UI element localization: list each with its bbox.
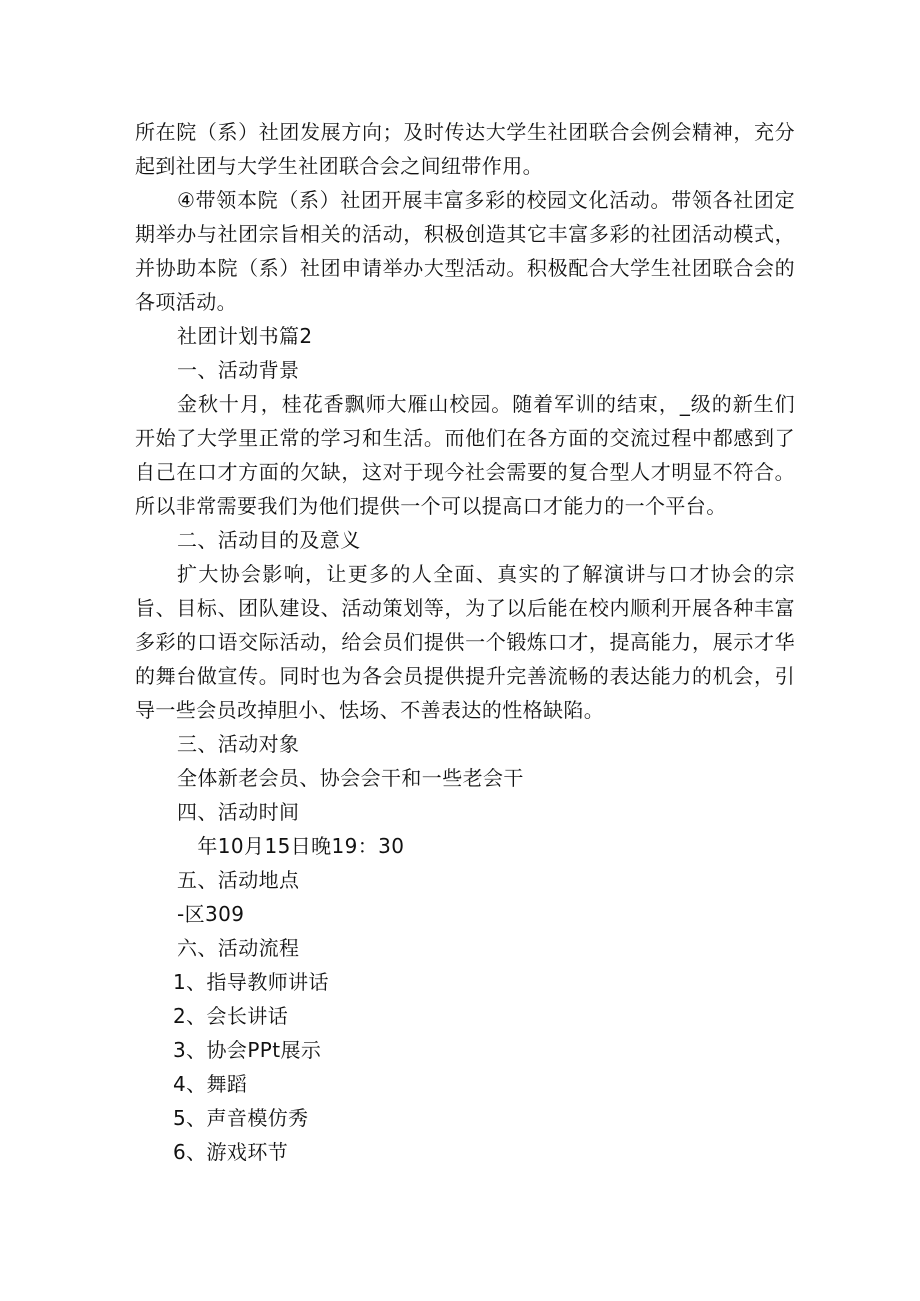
intro-paragraph-1: 所在院（系）社团发展方向；及时传达大学生社团联合会例会精神，充分起到社团与大学生社团联合会之间纽带作用。 bbox=[135, 120, 795, 178]
purpose-paragraph: 扩大协会影响，让更多的人全面、真实的了解演讲与口才协会的宗旨、目标、团队建设、活动策划等，为了以后能在校内顺利开展各种丰富多彩的口语交际活动，给会员们提供一个锻炼口才，提高能力，展示才华的舞台做宣传。同时也为各会员提供提升完善流畅的表达能力的机会，引导一些会员改掉胆小、怯场、不善表达的性格缺陷。 bbox=[135, 562, 795, 722]
document-body bbox=[135, 115, 795, 1169]
heading-place: 五、活动地点 bbox=[177, 868, 300, 892]
process-step: 6、游戏环节 bbox=[173, 1140, 289, 1164]
heading-background: 一、活动背景 bbox=[177, 358, 300, 382]
participants-text: 全体新老会员、协会会干和一些老会干 bbox=[177, 766, 524, 790]
heading-process: 六、活动流程 bbox=[177, 936, 300, 960]
process-step: 3、协会PPt展示 bbox=[173, 1038, 322, 1062]
heading-participants: 三、活动对象 bbox=[177, 732, 300, 756]
time-text: 年10月15日晚19：30 bbox=[177, 834, 405, 858]
heading-purpose: 二、活动目的及意义 bbox=[177, 528, 361, 552]
section-title: 社团计划书篇2 bbox=[177, 324, 313, 348]
process-step: 5、声音模仿秀 bbox=[173, 1106, 309, 1130]
background-paragraph: 金秋十月，桂花香飘师大雁山校园。随着军训的结束，_级的新生们开始了大学里正常的学习和生活。而他们在各方面的交流过程中都感到了自己在口才方面的欠缺，这对于现今社会需要的复合型人才明显不符合。所以非常需要我们为他们提供一个可以提高口才能力的一个平台。 bbox=[135, 392, 795, 518]
intro-paragraph-2: ④带领本院（系）社团开展丰富多彩的校园文化活动。带领各社团定期举办与社团宗旨相关的活动，积极创造其它丰富多彩的社团活动模式，并协助本院（系）社团申请举办大型活动。积极配合大学生社团联合会的各项活动。 bbox=[135, 188, 795, 314]
place-text: -区309 bbox=[177, 902, 245, 926]
process-step: 2、会长讲话 bbox=[173, 1004, 289, 1028]
heading-time: 四、活动时间 bbox=[177, 800, 300, 824]
process-step: 4、舞蹈 bbox=[173, 1072, 248, 1096]
process-step: 1、指导教师讲话 bbox=[173, 970, 329, 994]
